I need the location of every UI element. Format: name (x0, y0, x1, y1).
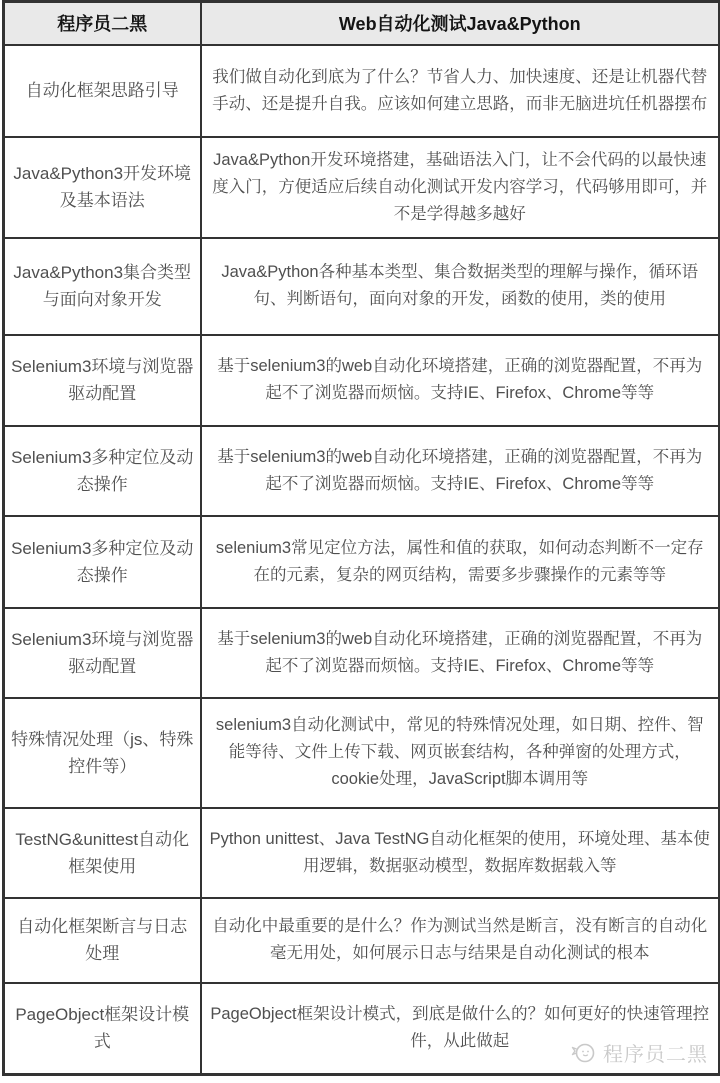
module-cell: Java&Python3集合类型与面向对象开发 (4, 238, 201, 335)
table-row (4, 426, 720, 516)
description-cell: Python unittest、Java TestNG自动化框架的使用，环境处理、基本使用逻辑，数据驱动模型，数据库数据载入等 (201, 808, 720, 898)
description-cell: 基于selenium3的web自动化环境搭建，正确的浏览器配置，不再为起不了浏览器而烦恼。支持IE、Firefox、Chrome等等 (201, 426, 720, 516)
description-cell: 基于selenium3的web自动化环境搭建，正确的浏览器配置，不再为起不了浏览器而烦恼。支持IE、Firefox、Chrome等等 (201, 608, 720, 698)
table-row (4, 608, 720, 698)
description-cell: 基于selenium3的web自动化环境搭建，正确的浏览器配置，不再为起不了浏览器而烦恼。支持IE、Firefox、Chrome等等 (201, 335, 720, 426)
table-row (4, 983, 720, 1075)
course-table (2, 0, 720, 1076)
watermark-text: 程序员二黑 (603, 1044, 708, 1066)
description-cell: 我们做自动化到底为了什么？节省人力、加快速度、还是让机器代替手动、还是提升自我。应该如何建立思路，而非无脑进坑任机器摆布 (201, 45, 720, 137)
description-cell: selenium3常见定位方法，属性和值的获取，如何动态判断不一定存在的元素，复杂的网页结构，需要多步骤操作的元素等等 (201, 516, 720, 608)
module-cell: 自动化框架断言与日志处理 (4, 898, 201, 983)
module-cell: Selenium3环境与浏览器驱动配置 (4, 335, 201, 426)
description-cell: selenium3自动化测试中，常见的特殊情况处理，如日期、控件、智能等待、文件上传下载、网页嵌套结构，各种弹窗的处理方式，cookie处理，JavaScript脚本调用等 (201, 698, 720, 808)
table-row (4, 335, 720, 426)
description-cell: Java&Python开发环境搭建，基础语法入门，让不会代码的以最快速度入门，方便适应后续自动化测试开发内容学习，代码够用即可，并不是学得越多越好 (201, 137, 720, 238)
table-header-row (4, 2, 720, 45)
module-cell: Selenium3环境与浏览器驱动配置 (4, 608, 201, 698)
module-cell: Java&Python3开发环境及基本语法 (4, 137, 201, 238)
module-cell: TestNG&unittest自动化框架使用 (4, 808, 201, 898)
module-cell: PageObject框架设计模式 (4, 983, 201, 1075)
description-cell: PageObject框架设计模式，到底是做什么的？如何更好的快速管理控件，从此做起 (201, 983, 720, 1075)
table-row (4, 137, 720, 238)
table-row (4, 698, 720, 808)
table-row (4, 516, 720, 608)
table-row (4, 45, 720, 137)
module-cell: Selenium3多种定位及动态操作 (4, 426, 201, 516)
table-row (4, 238, 720, 335)
module-cell: 特殊情况处理（js、特殊控件等） (4, 698, 201, 808)
description-cell: 自动化中最重要的是什么？作为测试当然是断言，没有断言的自动化毫无用处，如何展示日志与结果是自动化测试的根本 (201, 898, 720, 983)
table-row (4, 898, 720, 983)
header-title-cell: Web自动化测试Java&Python (201, 2, 720, 45)
table-row (4, 808, 720, 898)
header-brand-cell: 程序员二黑 (4, 2, 201, 45)
description-cell: Java&Python各种基本类型、集合数据类型的理解与操作，循环语句、判断语句，面向对象的开发，函数的使用，类的使用 (201, 238, 720, 335)
module-cell: Selenium3多种定位及动态操作 (4, 516, 201, 608)
module-cell: 自动化框架思路引导 (4, 45, 201, 137)
